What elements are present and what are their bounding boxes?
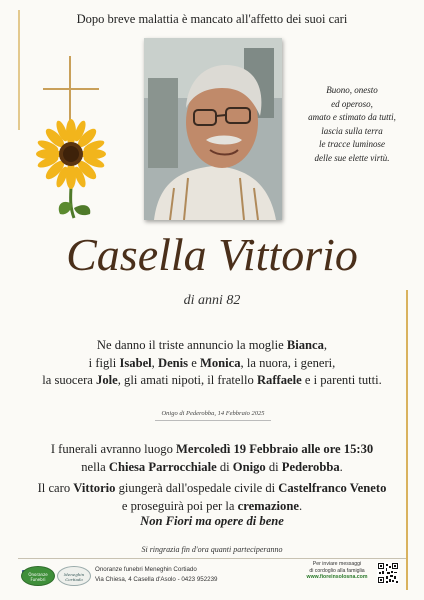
funeral-line-3 — [0, 480, 424, 498]
text: Ne danno il triste annuncio la moglie — [96, 338, 287, 352]
agency-name: Onoranze funebri Meneghin Cortiado — [95, 566, 197, 573]
text: giungerà dall'ospedale civile di — [115, 481, 279, 496]
text: . — [339, 459, 343, 474]
text: I funerali avranno luogo — [50, 442, 177, 456]
text: di — [265, 459, 282, 474]
quote-line: Buono, onesto — [326, 85, 378, 95]
logo-text: Meneghin Cortiado — [63, 572, 85, 582]
cremation: cremazione — [237, 498, 299, 513]
deceased-first-name: Vittorio — [73, 481, 116, 496]
thanks-note: Si ringrazia fin d'ora quanti parteciperanno — [141, 545, 283, 554]
deceased-name: Casella Vittorio — [66, 229, 358, 280]
text: . — [298, 498, 303, 513]
gold-border-left — [18, 10, 20, 130]
no-flowers-note: Non Fiori ma opere di bene — [140, 514, 284, 528]
agency-logo-green — [21, 566, 55, 586]
condolences-text: Per inviare messaggi — [312, 561, 362, 567]
town: Onigo — [232, 459, 266, 474]
quote-line: amato e stimato da tutti, — [308, 112, 396, 122]
text: , — [151, 355, 158, 370]
condolences-text: di cordoglio alla famiglia — [309, 567, 365, 574]
condolences-link[interactable]: www.fioreinsolosna.com — [306, 574, 368, 581]
announcement-line-3 — [0, 372, 424, 390]
social-icons — [22, 560, 34, 566]
quote-line: delle sue elette virtù. — [314, 152, 390, 163]
portrait-photo — [144, 38, 282, 220]
text: , gli amati nipoti, il fratello — [117, 373, 257, 387]
announcement — [0, 337, 424, 390]
qr-code-icon[interactable] — [377, 562, 399, 584]
intro-text: Dopo breve malattia è mancato all'affetto dei suoi cari — [76, 12, 348, 26]
announcement-line-1 — [0, 337, 424, 355]
child-name: Isabel — [119, 355, 152, 370]
funeral-line-4 — [0, 498, 424, 516]
text: di — [216, 459, 233, 474]
text: nella — [81, 459, 109, 474]
quote-line: lascia sulla terra — [321, 125, 383, 136]
agency-logo-oval — [57, 566, 91, 586]
funeral-details — [0, 441, 424, 515]
funeral-datetime: Mercoledì 19 Febbraio alle ore 15:30 — [176, 442, 374, 456]
church: Chiesa Parrocchiale — [108, 459, 217, 474]
brother-name: Raffaele — [256, 373, 302, 387]
portrait-image — [144, 38, 282, 220]
text: e i parenti tutti. — [301, 373, 382, 387]
mother-in-law-name: Jole — [96, 373, 118, 387]
text: Il caro — [37, 481, 74, 496]
municipality: Pederobba — [281, 459, 340, 474]
deceased-age: di anni 82 — [183, 293, 241, 308]
agency-address: Via Chiesa, 4 Casella d'Asolo - 0423 952239 — [95, 575, 218, 583]
text: i figli — [88, 355, 120, 370]
text: la suocera — [42, 373, 97, 387]
place-date: Onigo di Pederobba, 14 Febbraio 2025 — [155, 410, 271, 421]
funeral-line-1 — [0, 441, 424, 459]
text: e proseguirà poi per la — [121, 498, 238, 513]
sunflower-icon — [34, 118, 106, 220]
child-name: Denis — [157, 355, 189, 370]
epitaph-quote — [292, 84, 412, 165]
hospital-town: Castelfranco Veneto — [278, 481, 387, 496]
funeral-line-2 — [0, 459, 424, 477]
announcement-line-2 — [0, 355, 424, 373]
logo-text: Onoranze Funebri — [28, 572, 48, 582]
quote-line: ed operoso, — [331, 98, 373, 109]
condolences-info — [300, 561, 374, 581]
footer-divider — [18, 558, 406, 559]
child-name: Monica — [199, 355, 241, 370]
wife-name: Bianca — [286, 338, 324, 352]
agency-info — [95, 565, 218, 584]
text: e — [188, 355, 200, 370]
quote-line: le tracce luminose — [319, 139, 385, 149]
text: , — [323, 338, 328, 352]
text: , la nuora, i generi, — [240, 355, 336, 370]
